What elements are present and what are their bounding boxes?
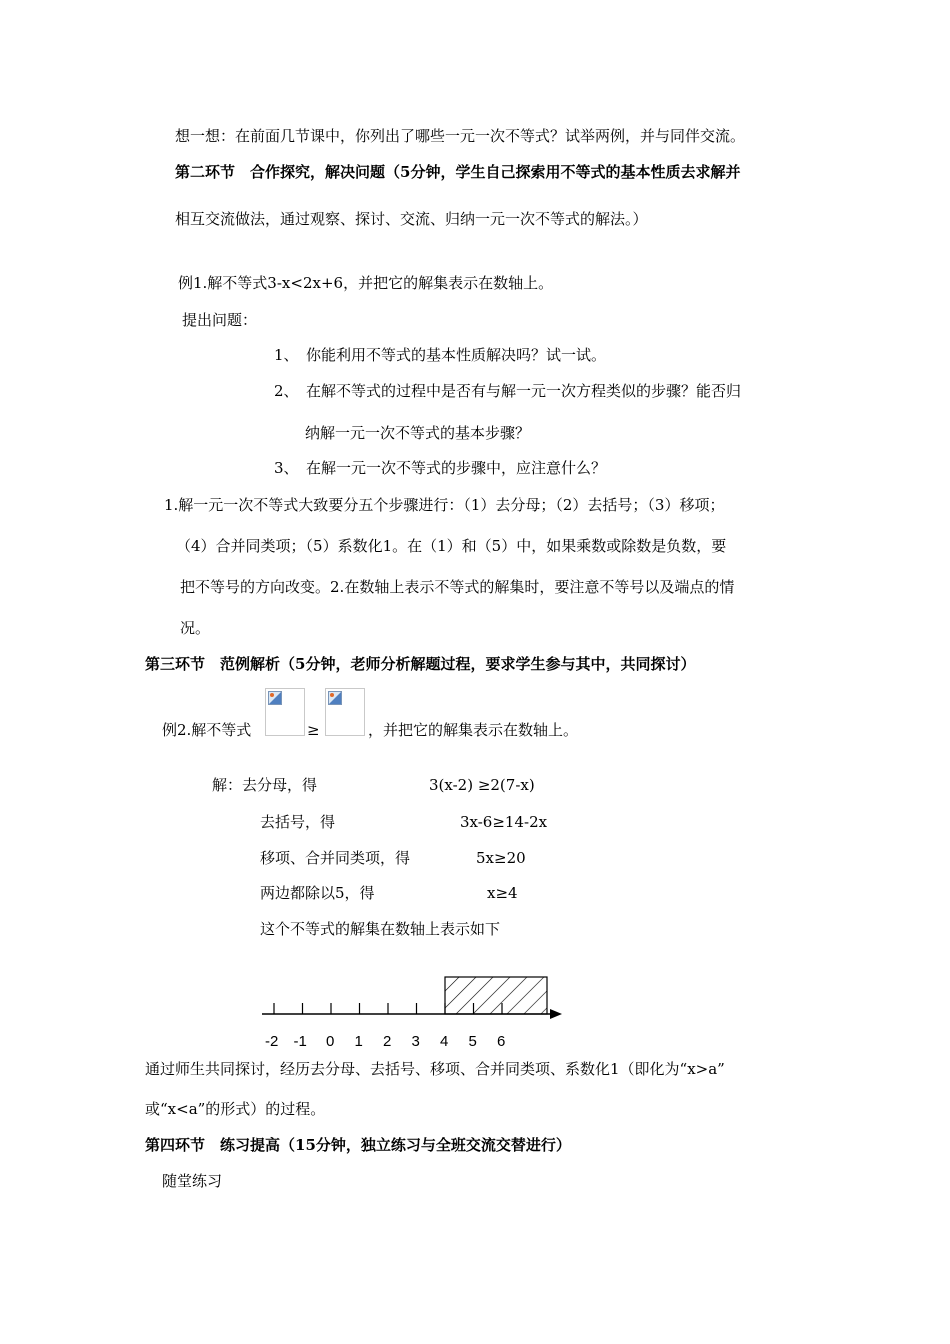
axis-tick-label: 4 (440, 1033, 449, 1050)
summary-line-2: （4）合并同类项；（5）系数化1。在（1）和（5）中，如果乘数或除数是负数，要 (176, 537, 727, 555)
solution-region (445, 977, 547, 1014)
question-3: 3、 在解一元一次不等式的步骤中，应注意什么？ (274, 459, 607, 477)
solution-expr-2: 3x-6≥14-2x (460, 813, 548, 831)
solution-step-2: 去括号，得 (260, 813, 336, 831)
practice-label: 随堂练习 (162, 1172, 223, 1190)
question-1: 1、 你能利用不等式的基本性质解决吗？试一试。 (274, 346, 607, 364)
axis-tick-label: 6 (497, 1033, 506, 1050)
solution-step-3: 移项、合并同类项，得 (260, 849, 411, 867)
section-4-heading: 第四环节 练习提高（15分钟，独立练习与全班交流交替进行） (145, 1136, 571, 1154)
solution-expr-1: 3(x-2) ≥2(7-x) (429, 776, 535, 794)
axis-tick-label: 2 (383, 1033, 392, 1050)
axis-tick-label: 3 (411, 1033, 420, 1050)
fraction-image-right (325, 688, 365, 736)
solution-step-1: 解：去分母，得 (212, 776, 318, 794)
example-2-prefix: 例2.解不等式 (162, 721, 252, 739)
solution-expr-3: 5x≥20 (476, 849, 526, 867)
example-2-geq: ≥ (307, 721, 320, 739)
number-line (250, 965, 580, 1025)
example-2-suffix: ，并把它的解集表示在数轴上。 (368, 721, 579, 739)
conclusion-line-1: 通过师生共同探讨，经历去分母、去括号、移项、合并同类项、系数化1（即化为“x>a” (145, 1060, 725, 1078)
axis-tick-label: 0 (326, 1033, 335, 1050)
question-2: 2、 在解不等式的过程中是否有与解一元一次方程类似的步骤？能否归 (274, 382, 742, 400)
axis-tick-label: -1 (293, 1033, 307, 1050)
section-3-heading: 第三环节 范例解析（5分钟，老师分析解题过程，要求学生参与其中，共同探讨） (145, 655, 696, 673)
section-2-heading: 第二环节 合作探究，解决问题（5分钟，学生自己探索用不等式的基本性质去求解并 (175, 163, 741, 181)
summary-line-3: 把不等号的方向改变。2.在数轴上表示不等式的解集时，要注意不等号以及端点的情 (180, 578, 735, 596)
summary-line-1: 1.解一元一次不等式大致要分五个步骤进行：（1）去分母；（2）去括号；（3）移项； (164, 496, 725, 514)
axis-arrow (550, 1009, 562, 1019)
conclusion-line-2: 或“x<a”的形式）的过程。 (145, 1100, 326, 1118)
broken-image-icon (328, 691, 342, 705)
number-line-intro: 这个不等式的解集在数轴上表示如下 (260, 920, 501, 938)
ask-questions-label: 提出问题： (182, 311, 258, 329)
summary-line-4: 况。 (180, 619, 211, 637)
solution-step-4: 两边都除以5，得 (260, 884, 375, 902)
section-2-desc: 相互交流做法，通过观察、探讨、交流、归纳一元一次不等式的解法。） (175, 210, 648, 228)
think-prompt: 想一想：在前面几节课中，你列出了哪些一元一次不等式？试举两例，并与同伴交流。 (175, 127, 746, 145)
fraction-image-left (265, 688, 305, 736)
example-1: 例1.解不等式3-x<2x+6，并把它的解集表示在数轴上。 (178, 274, 554, 292)
axis-tick-label: -2 (265, 1033, 279, 1050)
solution-expr-4: x≥4 (487, 884, 518, 902)
axis-tick-label: 5 (468, 1033, 477, 1050)
axis-tick-label: 1 (354, 1033, 363, 1050)
broken-image-icon (268, 691, 282, 705)
question-2-cont: 纳解一元一次不等式的基本步骤？ (305, 424, 531, 442)
